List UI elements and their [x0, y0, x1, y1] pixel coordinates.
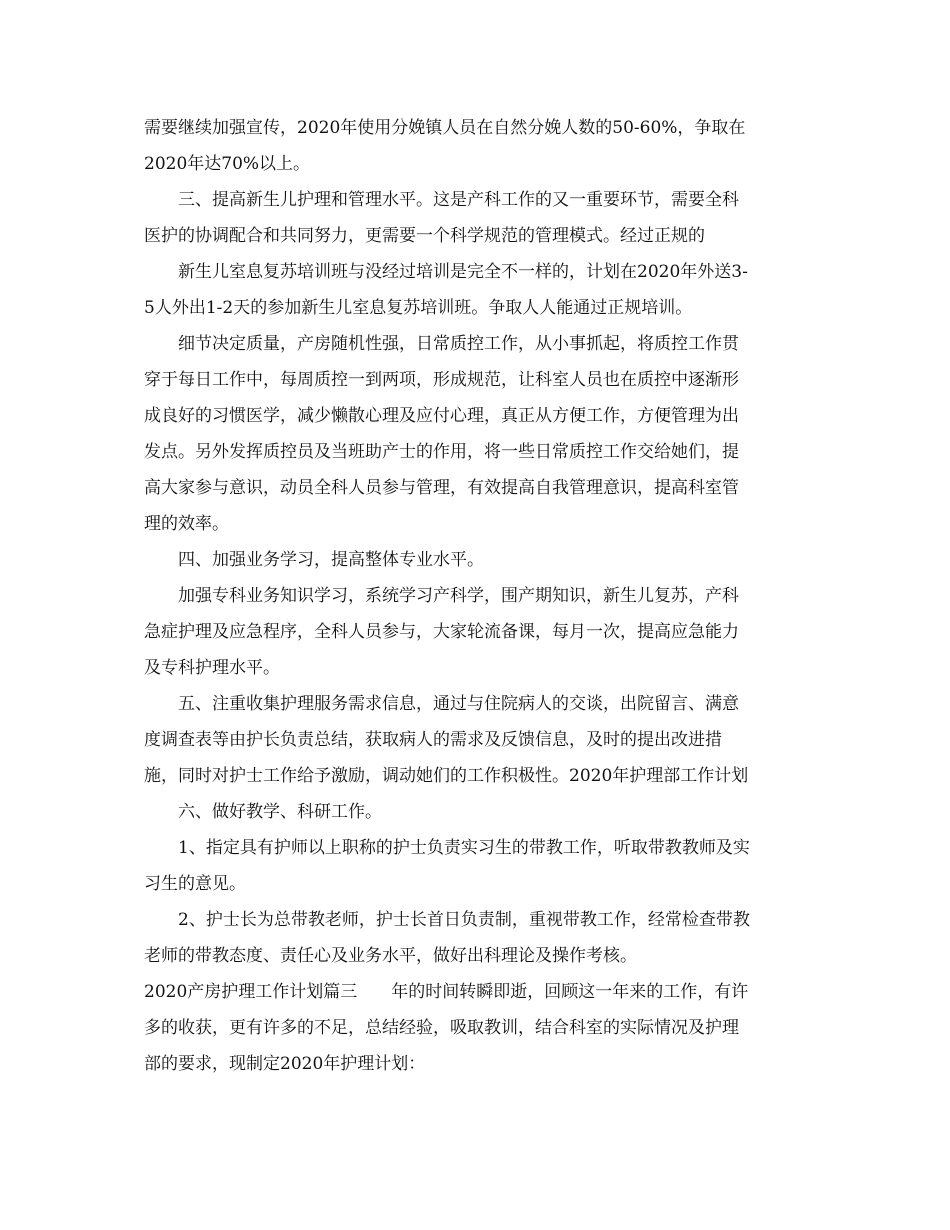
text-line: 施，同时对护士工作给予激励，调动她们的工作积极性。2020年护理部工作计划 [144, 766, 749, 786]
text-line: 五、注重收集护理服务需求信息，通过与住院病人的交谈，出院留言、满意 [178, 694, 739, 714]
text-line: 需要继续加强宣传，2020年使用分娩镇人员在自然分娩人数的50-60%，争取在 [144, 118, 746, 138]
text-line: 医护的协调配合和共同努力，更需要一个科学规范的管理模式。经过正规的 [144, 226, 705, 246]
text-line: 2、护士长为总带教老师，护士长首日负责制，重视带教工作，经常检查带教 [178, 910, 750, 930]
text-line: 四、加强业务学习，提高整体专业水平。 [178, 550, 484, 570]
text-line: 新生儿室息复苏培训班与没经过培训是完全不一样的，计划在2020年外送3- [178, 262, 748, 282]
text-line: 2020年达70%以上。 [144, 154, 311, 174]
text-line: 高大家参与意识，动员全科人员参与管理，有效提高自我管理意识，提高科室管 [144, 478, 739, 498]
text-line: 穿于每日工作中，每周质控一到两项，形成规范，让科室人员也在质控中逐渐形 [144, 370, 739, 390]
text-line: 发点。另外发挥质控员及当班助产士的作用，将一些日常质控工作交给她们，提 [144, 442, 739, 462]
text-line: 六、做好教学、科研工作。 [178, 802, 382, 822]
text-line: 加强专科业务知识学习，系统学习产科学，围产期知识，新生儿复苏，产科 [178, 586, 739, 606]
text-line: 成良好的习惯医学，减少懒散心理及应付心理，真正从方便工作，方便管理为出 [144, 406, 739, 426]
text-line: 2020产房护理工作计划篇三 年的时间转瞬即逝，回顾这一年来的工作，有许 [144, 982, 749, 1002]
text-line: 急症护理及应急程序，全科人员参与，大家轮流备课，每月一次，提高应急能力 [144, 622, 739, 642]
text-line: 1、指定具有护师以上职称的护士负责实习生的带教工作，听取带教教师及实 [178, 838, 750, 858]
text-line: 多的收获，更有许多的不足，总结经验，吸取教训，结合科室的实际情况及护理 [144, 1018, 739, 1038]
text-line: 三、提高新生儿护理和管理水平。这是产科工作的又一重要环节，需要全科 [178, 190, 739, 210]
text-line: 习生的意见。 [144, 874, 246, 894]
document-body [144, 110, 816, 1082]
text-line: 细节决定质量，产房随机性强，日常质控工作，从小事抓起，将质控工作贯 [178, 334, 739, 354]
text-line: 及专科护理水平。 [144, 658, 280, 678]
text-line: 老师的带教态度、责任心及业务水平，做好出科理论及操作考核。 [144, 946, 637, 966]
text-line: 部的要求，现制定2020年护理计划： [144, 1054, 426, 1074]
text-line: 理的效率。 [144, 514, 229, 534]
text-line: 5人外出1-2天的参加新生儿室息复苏培训班。争取人人能通过正规培训。 [144, 298, 693, 318]
text-line: 度调查表等由护长负责总结，获取病人的需求及反馈信息，及时的提出改进措 [144, 730, 722, 750]
